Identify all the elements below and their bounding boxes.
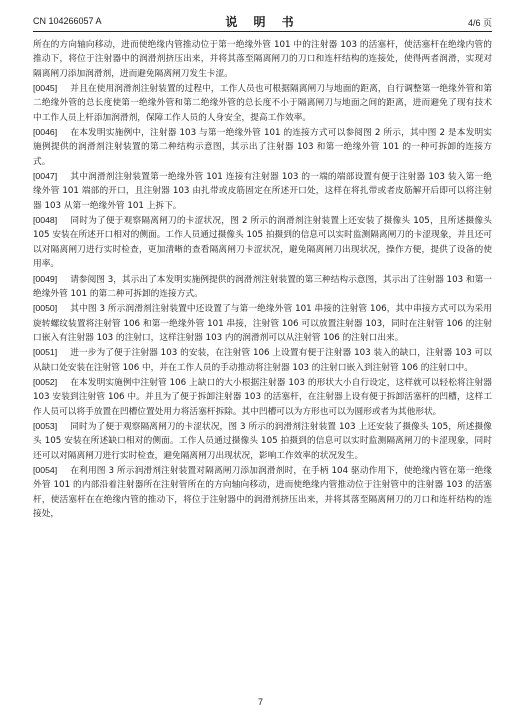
page-number: 7	[257, 697, 263, 707]
paragraph-number: [0045]	[33, 83, 58, 94]
paragraph-text: 在本发明实施例中注射管 106 上缺口的大小根据注射器 103 的形状大小自行设定，这样就可以轻松将注射器 103 安装到注射管 106 中。并且为了便于拆卸注射器 103 的活塞杆，在注射器上设有便于拆卸活塞杆的凹槽，这样工作人员可以将手放置在凹槽位置处用力将活塞杆拆除。其中凹槽可以为方形也可以为圆形或者为其他形状。	[33, 377, 492, 417]
paragraph-text: 所在的方向轴向移动，进而使绝缘内管推动位于第一绝缘外管 101 中的注射器 103 的活塞杆，使活塞杆在绝缘内管的推动下，将位于注射器中的润滑剂挤压出来，并将其落至隔离闸刀的刀口和连杆结构的连接处，使得两者润滑，实现对隔离闸刀添加润滑剂，进而避免隔离闸刀发生卡涩。	[33, 40, 492, 79]
paragraph-number: [0051]	[33, 347, 58, 358]
paragraph-number: [0048]	[33, 215, 58, 226]
paragraph-0050	[33, 301, 492, 345]
paragraph-continuation	[33, 37, 492, 81]
paragraph-number: [0046]	[33, 127, 58, 138]
page-indicator: 4/6 页	[467, 18, 492, 28]
paragraph-text: 在本发明实施例中，注射器 103 与第一绝缘外管 101 的连接方式可以参阅图 2 所示，其中图 2 是本发明实施例提供的润滑剂注射装置的第二种结构示意图，其示出了注射器 103 和第一绝缘外管 101 的一种可拆卸的连接方式。	[33, 128, 492, 167]
paragraph-0045	[33, 81, 492, 125]
paragraph-number: [0047]	[33, 171, 58, 182]
paragraph-text: 其中润滑剂注射装置第一绝缘外管 101 连接有注射器 103 的一端的端部设置有便于注射器 103 装入第一绝缘外管 101 端部的开口，且注射器 103 由扎带或皮筋固定在所述开口处，这样在将扎带或者皮筋解开后即可以将注射器 103 从第一绝缘外管 101 上拆下。	[33, 172, 492, 211]
paragraph-number: [0053]	[33, 420, 58, 431]
paragraph-number: [0050]	[33, 303, 58, 314]
paragraph-number: [0052]	[33, 376, 58, 387]
paragraph-0048	[33, 213, 492, 271]
header-divider	[33, 31, 492, 32]
paragraph-number: [0054]	[33, 464, 58, 475]
paragraph-0054	[33, 463, 492, 521]
paragraph-text: 其中图 3 所示润滑剂注射装置中还设置了与第一绝缘外管 101 串接的注射管 106，其中串接方式可以为采用旋转螺纹装置将注射管 106 和第一绝缘外管 101 串接，注射管 106 可以放置注射器 103，同时在注射管 106 的注射口嵌入有注射器 103 的注射口，这样注射器 103 内的润滑剂可以从注射管 106 的注射口出来。	[33, 304, 492, 343]
paragraph-text: 进一步为了便于注射器 103 的安装，在注射管 106 上设置有便于注射器 103 装入的缺口，注射器 103 可以从缺口处安装在注射管 106 中，并在工作人员的手动推动将注射器 103 的注射口嵌入到注射管 106 的注射口中。	[33, 348, 492, 373]
paragraph-0052	[33, 375, 492, 419]
paragraph-0053	[33, 419, 492, 463]
paragraph-text: 请参阅图 3，其示出了本发明实施例提供的润滑剂注射装置的第三种结构示意图，其示出了注射器 103 和第一绝缘外管 101 的第二种可拆卸的连接方式。	[33, 274, 492, 299]
paragraph-0051	[33, 345, 492, 375]
paragraph-0046	[33, 125, 492, 169]
page-header	[33, 13, 492, 29]
paragraph-0047	[33, 169, 492, 213]
paragraph-text: 同时为了便于观察隔离闸刀的卡涩状况，图 2 所示的润滑剂注射装置上还安装了摄像头 105，且所述摄像头 105 安装在所述开口相对的侧面。工作人员通过摄像头 105 拍摄到的信息可以实时监测隔离闸刀的卡涩现象，并且还可以对隔离闸刀进行实时检查，更加清晰的查看隔离闸刀卡涩状况，避免隔离闸刀出现状况，操作方便，提供了设备的使用率。	[33, 216, 492, 270]
paragraph-text: 同时为了便于观察隔离闸刀的卡涩状况，图 3 所示的润滑剂注射装置 103 上还安装了摄像头 105，所述摄像头 105 安装在所述缺口相对的侧面。工作人员通过摄像头 105 拍摄到的信息可以实时监测隔离闸刀的卡涩现象，同时还可以对隔离闸刀进行实时检查，避免隔离闸刀出现状况，影响工作效率的状况发生。	[33, 421, 492, 461]
patent-number: CN 104266057 A	[33, 16, 102, 26]
paragraph-text: 并且在使用润滑剂注射装置的过程中，工作人员也可根据隔离闸刀与地面的距离，自行调整第一绝缘外管和第二绝缘外管的总长度使第一绝缘外管和第二绝缘外管的总长度不小于隔离闸刀与地面之间的距离，进而避免了现有技术中工作人员上杆添加润滑剂，保障工作人员的人身安全，提高工作效率。	[33, 84, 492, 123]
paragraph-0049	[33, 272, 492, 302]
document-body	[33, 37, 492, 521]
paragraph-number: [0049]	[33, 273, 58, 284]
paragraph-text: 在利用图 3 所示润滑剂注射装置对隔离闸刀添加润滑剂时，在手柄 104 驱动作用下，使绝缘内管在第一绝缘外管 101 的内部沿着注射器所在注射管所在的方向轴向移动，进而使绝缘内管推动位于注射管中的注射器 103 的活塞杆，使活塞杆在在绝缘内管的推动下，将位于注射器中的润滑剂挤压出来，并将其落至隔离闸刀的刀口和连杆结构的连接处，	[33, 465, 492, 519]
document-title: 说 明 书	[225, 15, 300, 29]
